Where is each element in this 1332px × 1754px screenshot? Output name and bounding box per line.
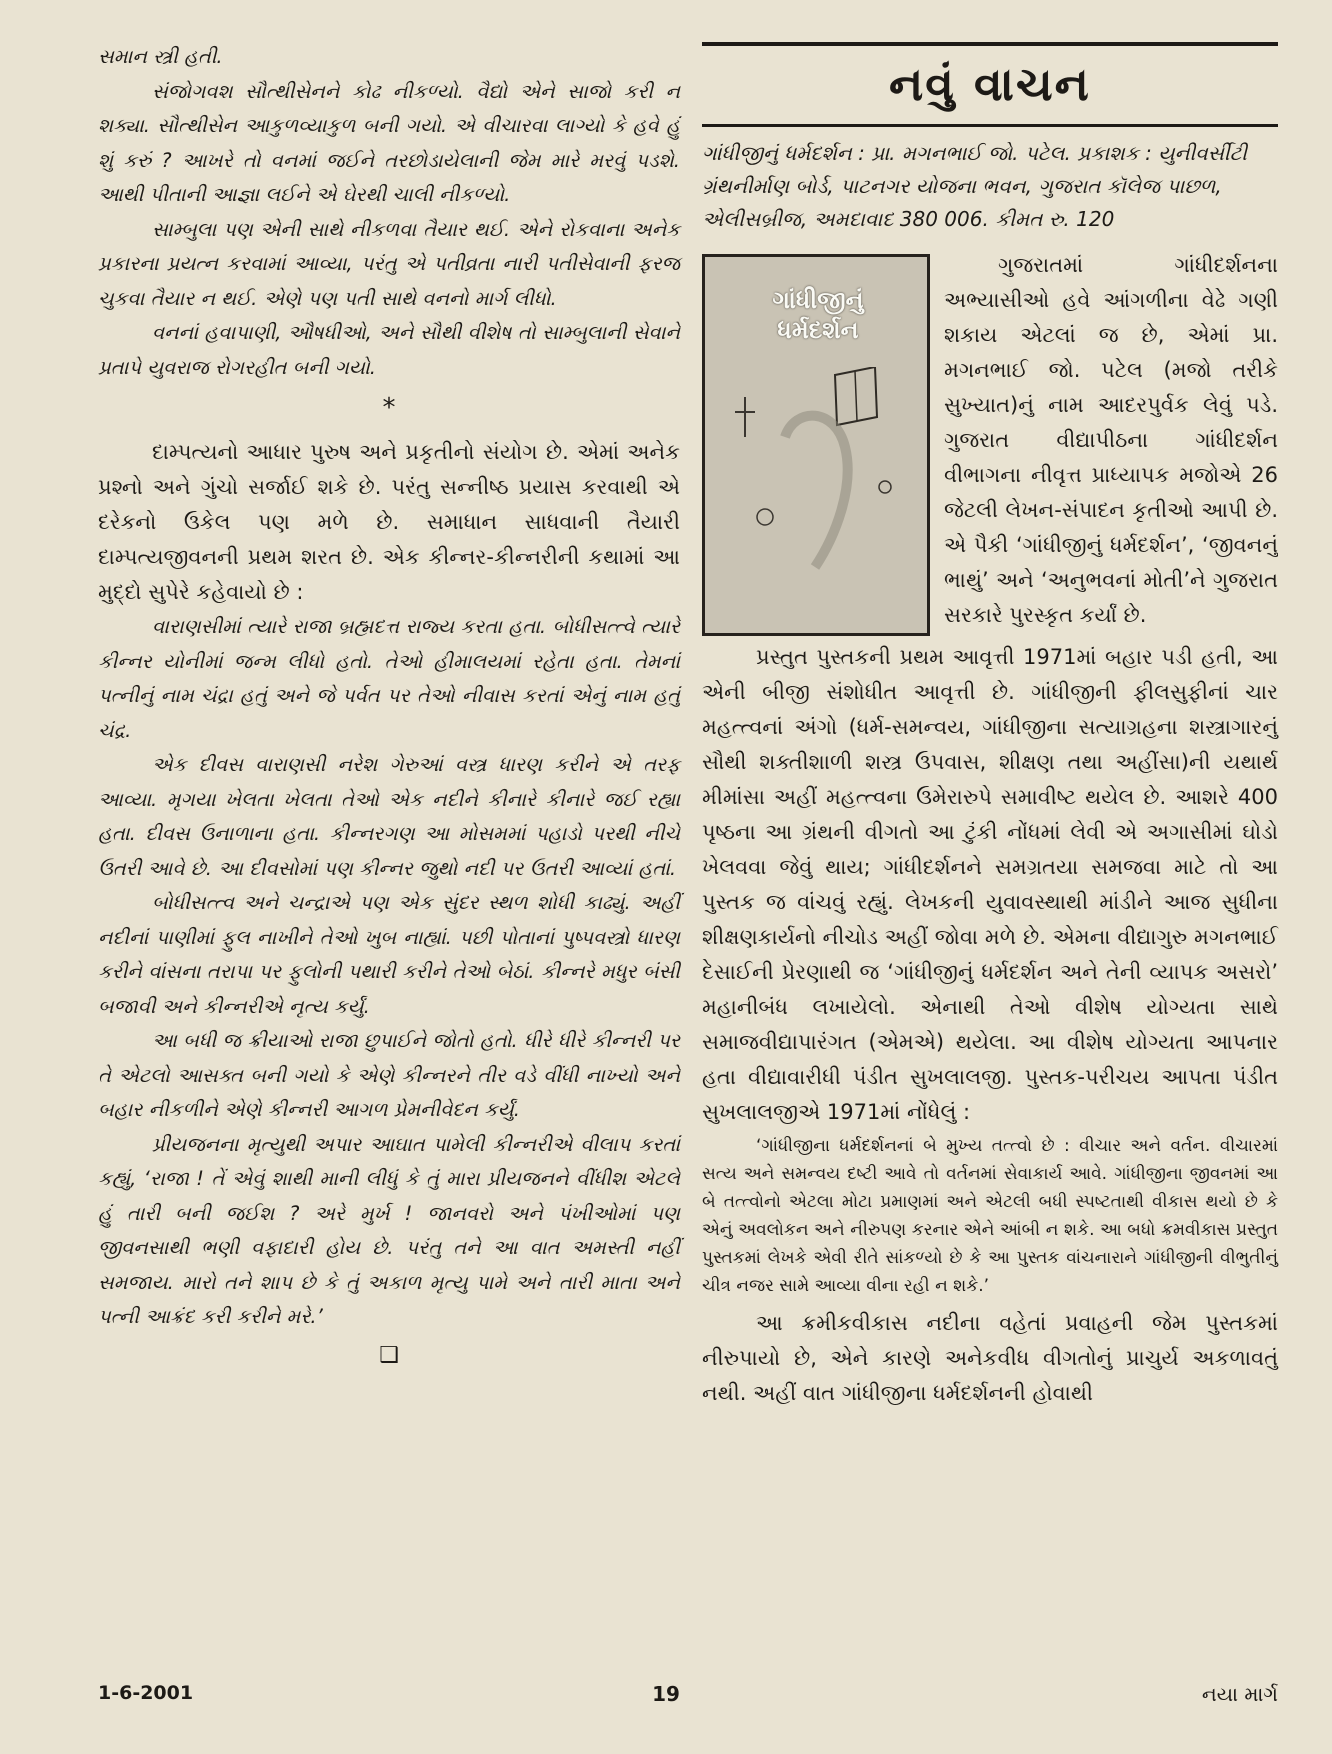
story-paragraph: એક દીવસ વારાણસી નરેશ ગેરુઆં વસ્ત્ર ધારણ કરીને એ તરફ આવ્યા. મૃગયા ખેલતા ખેલતા તેઓ એક નદીને કીનારે કીનારે જઈ રહ્યા હતા. દીવસ ઉનાળાના હતા. કીન્નરગણ આ મોસમમાં પહાડો પરથી નીચે ઉતરી આવે છે. આ દીવસોમાં પણ કીન્નર જુથો નદી પર ઉતરી આવ્યાં હતાં.	[98, 753, 680, 880]
story-paragraph: આ બધી જ ક્રીયાઓ રાજા છુપાઈને જોતો હતો. ધીરે ધીરે કીન્નરી પર તે એટલો આસક્ત બની ગયો કે એણે કીન્નરને તીર વડે વીંધી નાખ્યો અને બહાર નીકળીને એણે કીન્નરી આગળ પ્રેમનીવેદન કર્યું.	[98, 1029, 680, 1121]
cover-illustration	[725, 367, 913, 577]
review-paragraph: પ્રસ્તુત પુસ્તકની પ્રથમ આવૃત્તી 1971માં બહાર પડી હતી, આ એની બીજી સંશોધીત આવૃત્તી છે. ગાંધીજીની ફીલસુફીનાં ચાર મહત્ત્વનાં અંગો (ધર્મ-સમન્વય, ગાંધીજીના સત્યાગ્રહના શસ્ત્રાગારનું સૌથી શક્તીશાળી શસ્ત્ર ઉપવાસ, શીક્ષણ તથા અહીંસા)ની યથાર્થ મીમાંસા અહીં મહત્ત્વના ઉમેરારુપે સમાવીષ્ટ થયેલ છે. આશરે 400 પૃષ્ઠના આ ગ્રંથની વીગતો આ ટુંકી નોંધમાં લેવી એ અગાસીમાં ઘોડો ખેલવવા જેવું થાય; ગાંધીદર્શનને સમગ્રતયા સમજવા માટે તો આ પુસ્તક જ વાંચવું રહ્યું. લેખકની યુવાવસ્થાથી માંડીને આજ સુધીના શીક્ષણકાર્યનો નીચોડ અહીં જોવા મળે છે. એમના વીદ્યાગુરુ મગનભાઈ દેસાઈની પ્રેરણાથી જ ‘ગાંધીજીનું ધર્મદર્શન અને તેની વ્યાપક અસરો’ મહાનીબંધ લખાયેલો. એનાથી તેઓ વીશેષ યોગ્યતા સાથે સમાજવીદ્યાપારંગત (એમએ) થયેલા. આ વીશેષ યોગ્યતા આપનાર હતા વીદ્યાવારીધી પંડીત સુખલાલજી. પુસ્તક-પરીચય આપતા પંડીત સુખલાલજીએ 1971માં નોંધેલું :	[702, 645, 1278, 1124]
magazine-name: નયા માર્ગ	[1201, 1682, 1278, 1706]
heading-rule	[702, 124, 1278, 127]
review-body	[702, 248, 1278, 640]
book-cover-image	[702, 254, 930, 636]
book-details: ગાંધીજીનું ધર્મદર્શન : પ્રા. મગનભાઈ જો. પટેલ. પ્રકાશક : યુનીવર્સીટી ગ્રંથનીર્માણ બોર્ડ, પાટનગર યોજના ભવન, ગુજરાત કૉલેજ પાછળ, એલીસબ્રીજ, અમદાવાદ 380 006. કીમત રુ. 120	[702, 141, 1248, 231]
story-fragment: સમાન સ્ત્રી હતી.	[98, 45, 223, 68]
book-cover-title: ગાંધીજીનું ધર્મદર્શન	[772, 286, 864, 344]
review-quote: ‘ગાંધીજીના ધર્મદર્શનનાં બે મુખ્ય તત્ત્વો છે : વીચાર અને વર્તન. વીચારમાં સત્ય અને સમન્વય દષ્ટી આવે તો વર્તનમાં સેવાકાર્ય આવે. ગાંધીજીના જીવનમાં આ બે તત્ત્વોનો એટલા મોટા પ્રમાણમાં અને એટલી બધી સ્પષ્ટતાથી વીકાસ થયો છે કે એનું અવલોકન અને નીરુપણ કરનાર એને આંબી ન શકે. આ બધો ક્રમવીકાસ પ્રસ્તુત પુસ્તકમાં લેખકે એવી રીતે સાંકળ્યો છે કે આ પુસ્તક વાંચનારાને ગાંધીજીની વીભુતીનું ચીત્ર નજર સામે આવ્યા વીના રહી ન શકે.’	[702, 1136, 1278, 1296]
end-mark: ❑	[379, 1342, 399, 1368]
essay-paragraph: દામ્પત્યનો આધાર પુરુષ અને પ્રકૃતીનો સંયોગ છે. એમાં અનેક પ્રશ્નો અને ગુંચો સર્જાઈ શકે છે. પરંતુ સન્નીષ્ઠ પ્રયાસ કરવાથી એ દરેકનો ઉકેલ પણ મળે છે. સમાધાન સાધવાની તૈયારી દામ્પત્યજીવનની પ્રથમ શરત છે. એક કીન્નર-કીન્નરીની કથામાં આ મુદ્દો સુપેરે કહેવાયો છે :	[98, 440, 680, 604]
right-column	[702, 42, 1278, 1411]
left-column	[98, 40, 680, 1368]
review-paragraph: ગુજરાતમાં ગાંધીદર્શનના અભ્યાસીઓ હવે આંગળીના વેઢે ગણી શકાય એટલાં જ છે, એમાં પ્રા. મગનભાઈ જો. પટેલ (મજો તરીકે સુખ્યાત)નું નામ આદરપુર્વક લેવું પડે. ગુજરાત વીદ્યાપીઠના ગાંધીદર્શન વીભાગના નીવૃત્ત પ્રાધ્યાપક મજોએ 26 જેટલી લેખન-સંપાદન કૃતીઓ આપી છે. એ પૈકી ‘ગાંધીજીનું ધર્મદર્શન’, ‘જીવનનું ભાથું’ અને ‘અનુભવનાં મોતી’ને ગુજરાત સરકારે પુરસ્કૃત કર્યાં છે.	[944, 253, 1278, 627]
top-rule	[702, 42, 1278, 46]
story-paragraph: સંજોગવશ સૌત્થીસેનને કોઢ નીકળ્યો. વૈદ્યો એને સાજો કરી ન શક્યા. સૌત્થીસેન આકુળવ્યાકુળ બની ગયો. એ વીચારવા લાગ્યો કે હવે હું શું કરું ? આખરે તો વનમાં જઈને તરછોડાયેલાની જેમ મારે મરવું પડશે. આથી પીતાની આજ્ઞા લઈને એ ઘેરથી ચાલી નીકળ્યો.	[98, 79, 680, 206]
story-paragraph: વનનાં હવાપાણી, ઔષધીઓ, અને સૌથી વીશેષ તો સામ્બુલાની સેવાને પ્રતાપે યુવરાજ રોગરહીત બની ગયો.	[98, 321, 680, 379]
review-paragraph: આ ક્રમીકવીકાસ નદીના વહેતાં પ્રવાહની જેમ પુસ્તકમાં નીરુપાયો છે, એને કારણે અનેકવીધ વીગતોનું પ્રાચુર્ય અકળાવતું નથી. અહીં વાત ગાંધીજીના ધર્મદર્શનની હોવાથી	[702, 1311, 1278, 1405]
story-paragraph: સામ્બુલા પણ એની સાથે નીકળવા તૈયાર થઈ. એને રોકવાના અનેક પ્રકારના પ્રયત્ન કરવામાં આવ્યા, પરંતુ એ પતીવ્રતા નારી પતીસેવાની ફરજ ચુકવા તૈયાર ન થઈ. એણે પણ પતી સાથે વનનો માર્ગ લીધો.	[98, 217, 680, 310]
story-paragraph: વારાણસીમાં ત્યારે રાજા બ્રહ્મદત્ત રાજ્ય કરતા હતા. બોધીસત્ત્વે ત્યારે કીન્નર યોનીમાં જન્મ લીધો હતો. તેઓ હીમાલયમાં રહેતા હતા. તેમનાં પત્નીનું નામ ચંદ્રા હતું અને જે પર્વત પર તેઓ નીવાસ કરતાં એનું નામ હતું ચંદ્ર.	[98, 615, 680, 742]
story-paragraph: બોધીસત્ત્વ અને ચન્દ્રાએ પણ એક સુંદર સ્થળ શોધી કાઢ્યું. અહીં નદીનાં પાણીમાં ફુલ નાખીને તેઓ ખુબ નાહ્યાં. પછી પોતાનાં પુષ્પવસ્ત્રો ધારણ કરીને વાંસના તરાપા પર ફુલોની પથારી કરીને તેઓ બેઠાં. કીન્નરે મધુર બંસી બજાવી અને કીન્નરીએ નૃત્ય કર્યું.	[98, 891, 680, 1018]
page-number: 19	[652, 1682, 680, 1706]
section-heading: નવું વાચન	[889, 57, 1091, 111]
issue-date: 1-6-2001	[98, 1682, 194, 1704]
section-separator: *	[382, 393, 396, 423]
story-paragraph: પ્રીયજનના મૃત્યુથી અપાર આઘાત પામેલી કીન્નરીએ વીલાપ કરતાં કહ્યું, ‘રાજા ! તેં એવું શાથી માની લીધું કે તું મારા પ્રીયજનને વીંધીશ એટલે હું તારી બની જઈશ ? અરે મુર્ખ ! જાનવરો અને પંખીઓમાં પણ જીવનસાથી ભણી વફાદારી હોય છે. પરંતુ તને આ વાત અમસ્તી નહીં સમજાય. મારો તને શાપ છે કે તું અકાળ મૃત્યુ પામે અને તારી માતા અને પત્ની આક્રંદ કરી કરીને મરે.’	[98, 1132, 680, 1328]
